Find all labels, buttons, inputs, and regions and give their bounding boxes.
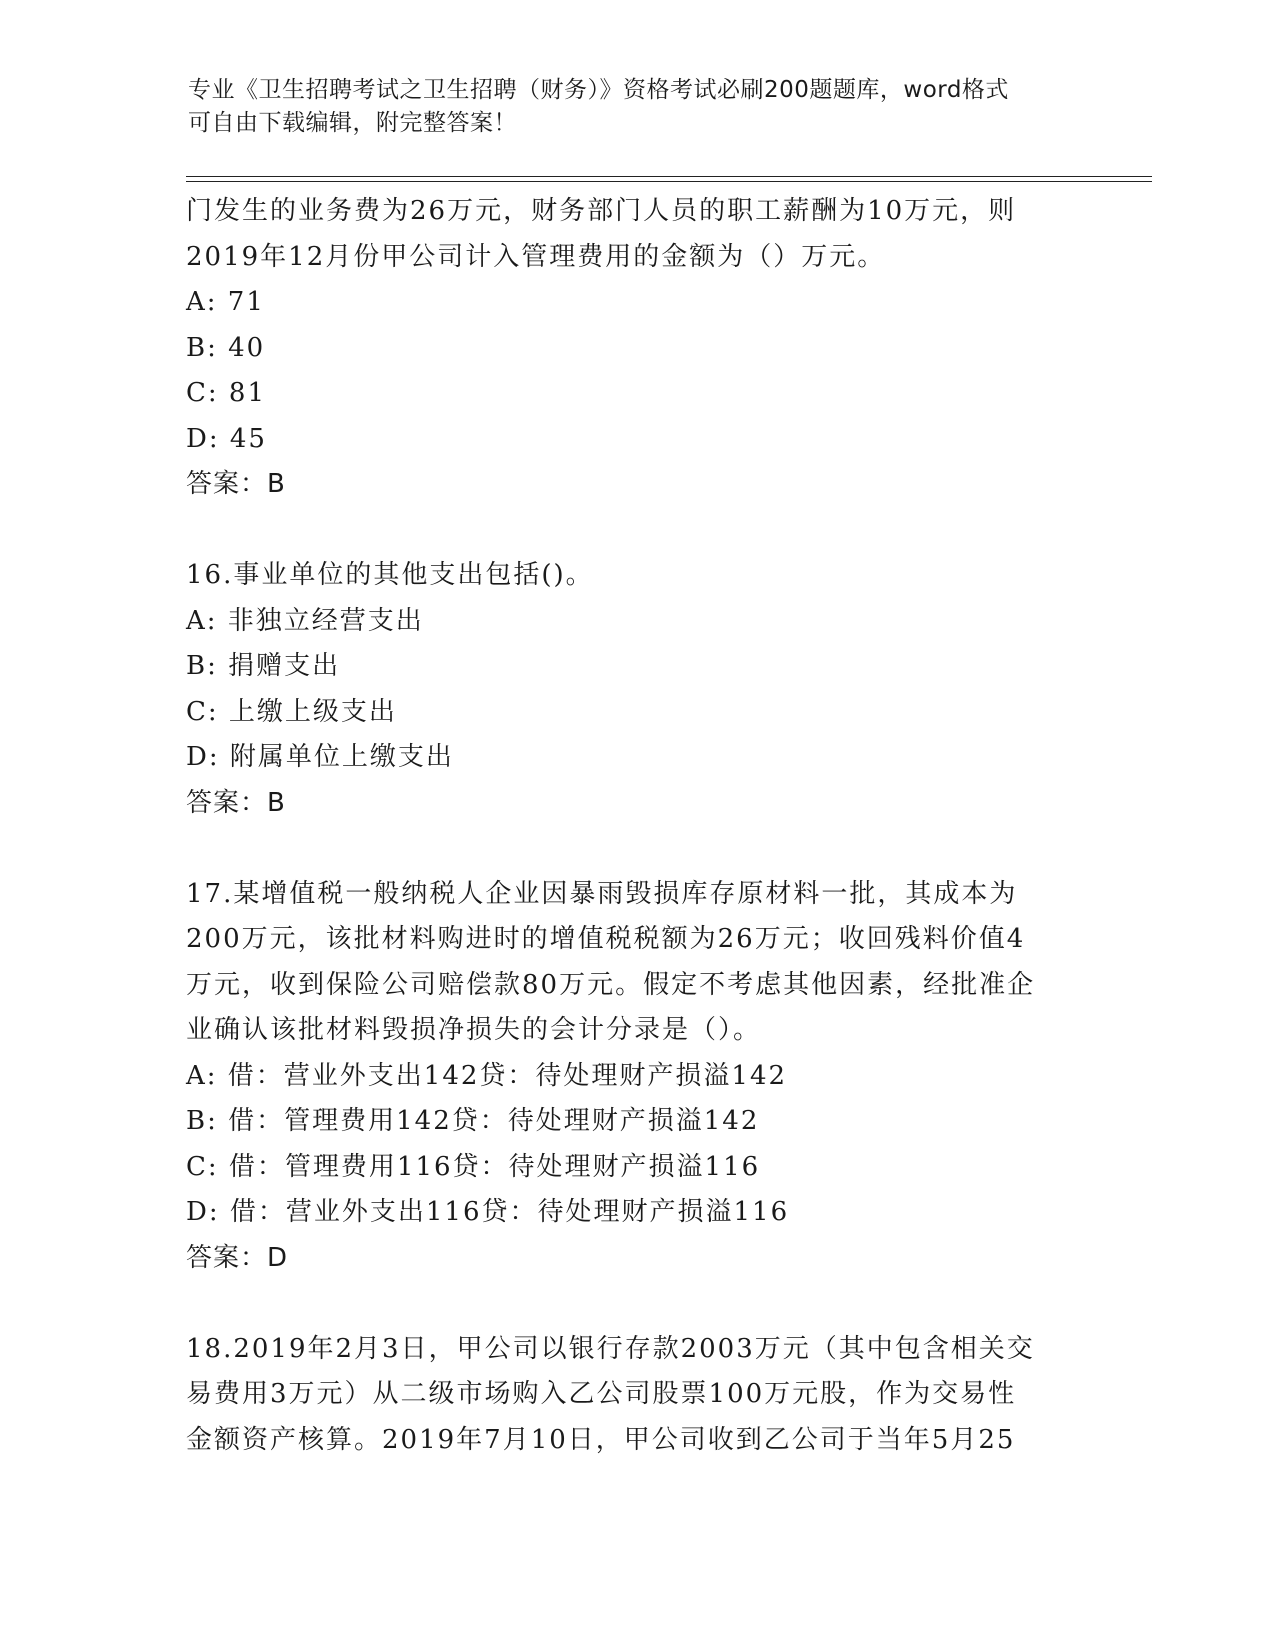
question-text-line: 18.2019年2月3日，甲公司以银行存款2003万元（其中包含相关交 — [186, 1333, 1035, 1364]
question-text-line: 金额资产核算。2019年7月10日，甲公司收到乙公司于当年5月25 — [186, 1424, 1016, 1455]
answer-line: 答案：B — [186, 787, 286, 818]
question-text-line: 16.事业单位的其他支出包括()。 — [186, 560, 594, 590]
spacer — [186, 826, 1086, 872]
question-text-line: 易费用3万元）从二级市场购入乙公司股票100万元股，作为交易性 — [186, 1379, 1017, 1409]
header-title-line-1: 专业《卫生招聘考试之卫生招聘（财务）》资格考试必刷200题题库，word格式 — [188, 77, 1009, 103]
option-c: C: 81 — [186, 378, 267, 408]
option-b: B: 捐赠支出 — [186, 651, 341, 681]
option-d: D: 45 — [186, 423, 267, 454]
spacer — [186, 508, 1086, 554]
question-list — [186, 189, 1086, 1463]
option-b: B: 借：管理费用142贷：待处理财产损溢142 — [186, 1106, 760, 1136]
question-text-line: 2019年12月份甲公司计入管理费用的金额为（）万元。 — [186, 241, 886, 272]
question-text-line: 17.某增值税一般纳税人企业因暴雨毁损库存原材料一批，其成本为 — [186, 878, 1018, 909]
question-15 — [186, 189, 1086, 508]
question-text-line: 门发生的业务费为26万元，财务部门人员的职工薪酬为10万元，则 — [186, 196, 1017, 226]
option-d: D: 借：营业外支出116贷：待处理财产损溢116 — [186, 1197, 790, 1227]
option-c: C: 上缴上级支出 — [186, 696, 397, 727]
header-title-line-2: 可自由下载编辑，附完整答案！ — [188, 110, 517, 136]
answer-line: 答案：B — [186, 469, 286, 499]
option-c: C: 借：管理费用116贷：待处理财产损溢116 — [186, 1151, 761, 1182]
header-divider-top — [186, 176, 1152, 177]
option-a: A: 71 — [186, 287, 265, 317]
option-a: A: 非独立经营支出 — [186, 605, 424, 636]
page-header — [188, 74, 1068, 140]
option-d: D: 附属单位上缴支出 — [186, 742, 454, 772]
option-b: B: 40 — [186, 332, 266, 363]
option-a: A: 借：营业外支出142贷：待处理财产损溢142 — [186, 1060, 788, 1091]
spacer — [186, 1281, 1086, 1327]
question-text-line: 200万元，该批材料购进时的增值税税额为26万元；收回残料价值4 — [186, 924, 1026, 954]
question-18 — [186, 1327, 1086, 1464]
answer-line: 答案：D — [186, 1242, 289, 1273]
question-text-line: 万元，收到保险公司赔偿款80万元。假定不考虑其他因素，经批准企 — [186, 969, 1036, 1000]
header-divider-bottom — [186, 181, 1152, 182]
question-16 — [186, 553, 1086, 826]
question-text-line: 业确认该批材料毁损净损失的会计分录是（）。 — [186, 1015, 762, 1045]
question-17 — [186, 872, 1086, 1282]
